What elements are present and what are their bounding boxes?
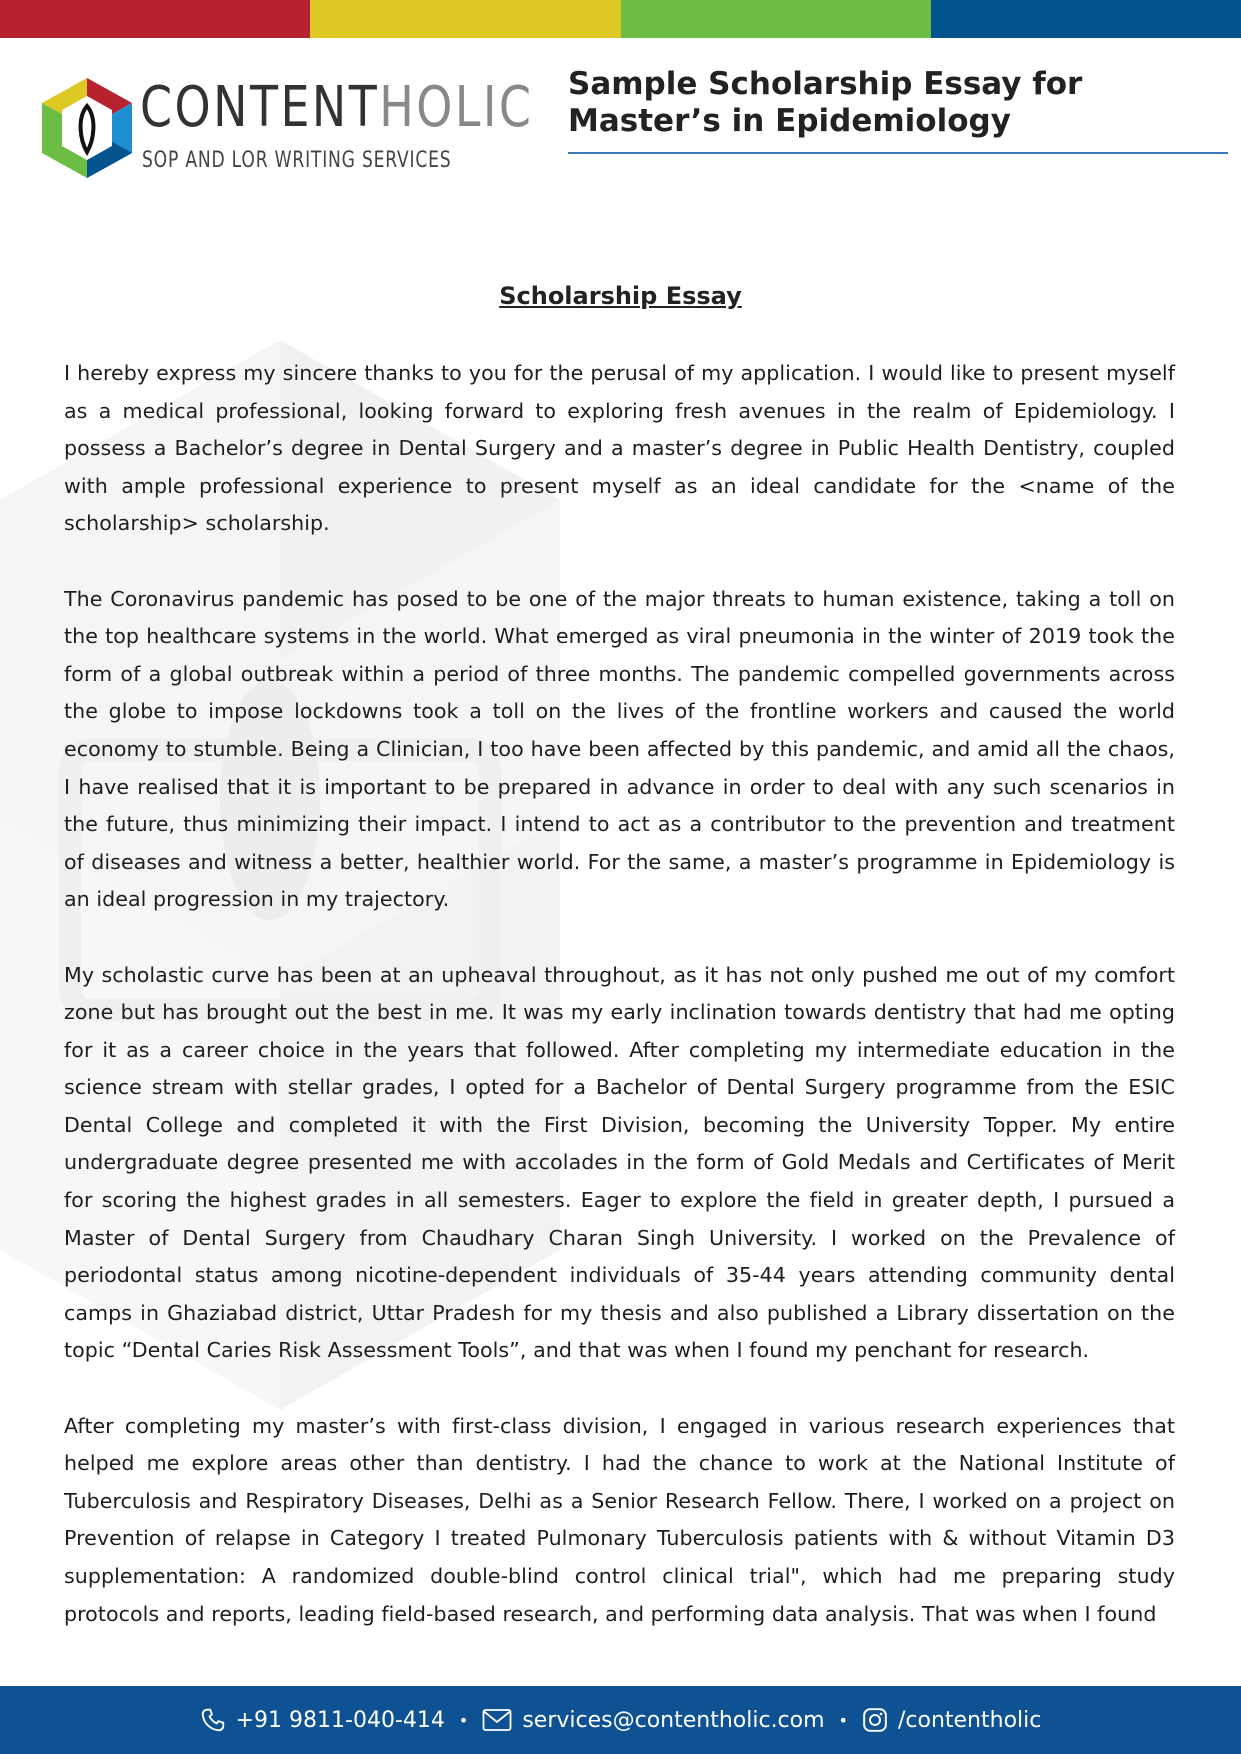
hexagon-logo-icon	[42, 78, 132, 178]
email-address: services@contentholic.com	[522, 1707, 825, 1733]
phone-icon	[200, 1707, 226, 1733]
stripe-red	[0, 0, 310, 38]
footer-separator: •	[458, 1710, 469, 1730]
brand-logo	[42, 38, 534, 178]
essay-body	[64, 355, 1175, 1671]
footer-social[interactable]	[862, 1707, 1041, 1733]
essay-paragraph: I hereby express my sincere thanks to you for the perusal of my application. I would like to present myself as a medical professional, looking forward to exploring fresh avenues in the realm of Epidemiology. I possess a Bachelor’s degree in Dental Surgery and a master’s degree in Public Health Dentistry, coupled with ample professional experience to present myself as an ideal candidate for the <name of the scholarship> scholarship.	[64, 361, 1175, 536]
document-title: Sample Scholarship Essay for Master’s in Epidemiology	[568, 66, 1228, 154]
mail-icon	[482, 1708, 512, 1732]
footer-separator: •	[838, 1710, 848, 1730]
essay-paragraph: My scholastic curve has been at an upheaval throughout, as it has not only pushed me out of my comfort zone but has brought out the best in me. It was my early inclination towards dentistry that had me opting for it as a career choice in the years that followed. After completing my intermediate education in the science stream with stellar grades, I opted for a Bachelor of Dental Surgery programme from the ESIC Dental College and completed it with the First Division, becoming the University Topper. My entire undergraduate degree presented me with accolades in the form of Gold Medals and Certificates of Merit for scoring the highest grades in all semesters. Eager to explore the field in greater depth, I pursued a Master of Dental Surgery from Chaudhary Charan Singh University. I worked on the Prevalence of periodontal status among nicotine-dependent individuals of 35-44 years attending community dental camps in Ghaziabad district, Uttar Pradesh for my thesis and also published a Library dissertation on the topic “Dental Caries Risk Assessment Tools”, and that was when I found my penchant for research.	[64, 962, 1175, 1363]
footer-email[interactable]	[482, 1708, 824, 1733]
contact-footer	[0, 1686, 1241, 1754]
instagram-icon	[862, 1707, 888, 1733]
essay-paragraph: The Coronavirus pandemic has posed to be one of the major threats to human existence, taking a toll on the top healthcare systems in the world. What emerged as viral pneumonia in the winter of 2019 took the form of a global outbreak within a period of three months. The pandemic compelled governments across the globe to impose lockdowns took a toll on the lives of the frontline workers and caused the world economy to stumble. Being a Clinician, I too have been affected by this pandemic, and amid all the chaos, I have realised that it is important to be prepared in advance in order to deal with any such scenarios in the future, thus minimizing their impact. I intend to act as a contributor to the prevention and treatment of diseases and witness a better, healthier world. For the same, a master’s programme in Epidemiology is an ideal progression in my trajectory.	[64, 586, 1175, 912]
top-color-stripe	[0, 0, 1241, 38]
essay-paragraph: After completing my master’s with first-class division, I engaged in various research experiences that helped me explore areas other than dentistry. I had the chance to work at the National Institute of Tuberculosis and Respiratory Diseases, Delhi as a Senior Research Fellow. There, I worked on a project on Prevention of relapse in Category I treated Pulmonary Tuberculosis patients with & without Vitamin D3 supplementation: A randomized double-blind control clinical trial", which had me preparing study protocols and reports, leading field-based research, and performing data analysis. That was when I found	[64, 1413, 1175, 1626]
phone-number: +91 9811-040-414	[235, 1707, 445, 1733]
essay-heading: Scholarship Essay	[499, 282, 742, 310]
stripe-yellow	[310, 0, 620, 38]
logo-tagline: SOP AND LOR WRITING SERVICES	[142, 148, 452, 173]
stripe-green	[621, 0, 931, 38]
stripe-blue	[931, 0, 1241, 38]
logo-wordmark: CONTENTHOLIC	[140, 75, 534, 140]
social-handle: /contentholic	[897, 1707, 1042, 1733]
footer-phone[interactable]	[200, 1707, 445, 1733]
